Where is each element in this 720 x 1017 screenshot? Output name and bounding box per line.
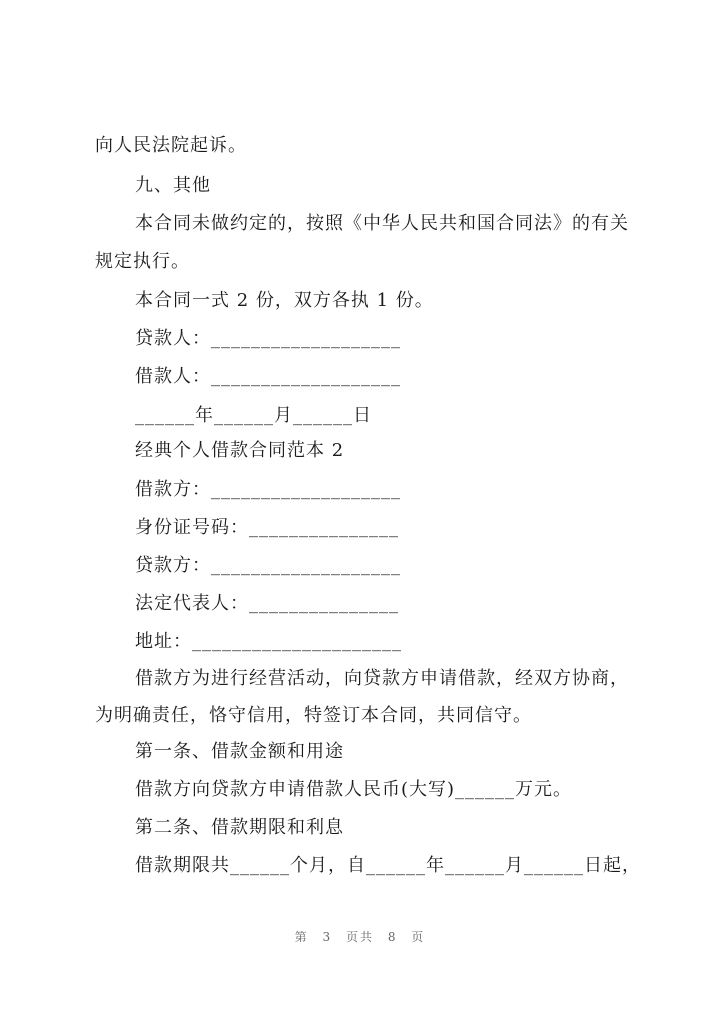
address-field: 地址：_____________________: [135, 631, 402, 652]
text-line: 为明确责任，恪守信用，特签订本合同，共同信守。: [95, 705, 532, 726]
id-number-field: 身份证号码：_______________: [135, 517, 399, 538]
text-line: 规定执行。: [95, 251, 190, 272]
page-number: 3: [322, 930, 333, 944]
lender-field: 贷款方：___________________: [135, 555, 401, 576]
borrower-signature-line: 借款人：___________________: [135, 366, 401, 387]
date-line: ______年______月______日: [135, 405, 372, 426]
lender-signature-line: 贷款人：___________________: [135, 328, 401, 349]
article-heading: 第二条、借款期限和利息: [135, 817, 344, 838]
legal-representative-field: 法定代表人：_______________: [135, 593, 399, 614]
text-line: 向人民法院起诉。: [95, 135, 247, 156]
text-line: 借款期限共______个月，自______年______月______日起，: [135, 855, 641, 876]
borrower-field: 借款方：___________________: [135, 479, 401, 500]
footer-prefix: 第: [294, 930, 309, 944]
page-footer: [0, 928, 720, 945]
article-heading: 第一条、借款金额和用途: [135, 741, 344, 762]
text-line: 借款方为进行经营活动，向贷款方申请借款，经双方协商，: [135, 668, 629, 689]
total-pages: 8: [387, 930, 398, 944]
footer-middle: 页共: [345, 930, 374, 944]
text-line: 借款方向贷款方申请借款人民币(大写)______万元。: [135, 779, 573, 800]
footer-suffix: 页: [411, 930, 426, 944]
text-line: 本合同一式 2 份，双方各执 1 份。: [135, 290, 434, 311]
section-heading: 九、其他: [135, 175, 211, 196]
contract-title: 经典个人借款合同范本 2: [135, 440, 345, 461]
text-line: 本合同未做约定的，按照《中华人民共和国合同法》的有关: [135, 213, 629, 234]
